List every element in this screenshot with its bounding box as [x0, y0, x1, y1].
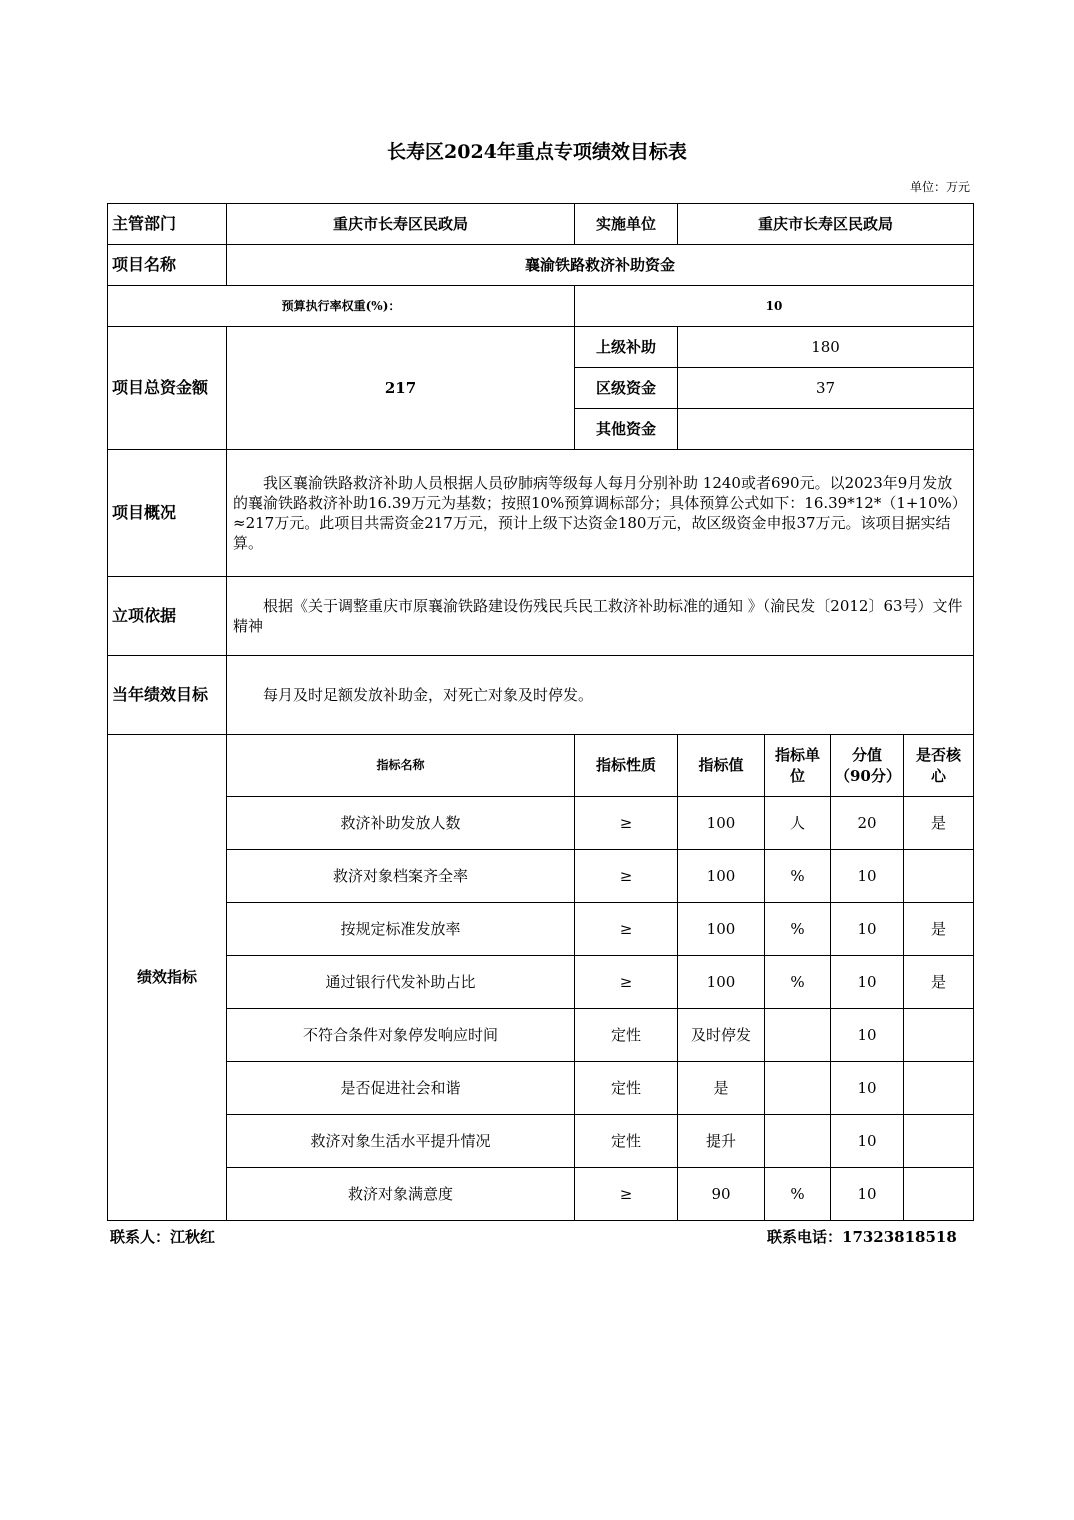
- fund-label-district: 区级资金: [575, 368, 678, 409]
- indicator-core: 是: [904, 903, 974, 956]
- indicator-unit: [765, 1115, 831, 1168]
- indicator-core: [904, 1115, 974, 1168]
- indicator-nature: ≥: [575, 1168, 678, 1221]
- budget-rate-value: 10: [575, 286, 974, 327]
- goal-text: 每月及时足额发放补助金，对死亡对象及时停发。: [227, 656, 974, 735]
- col-header-name: 指标名称: [227, 735, 575, 797]
- indicator-value: 100: [678, 850, 765, 903]
- indicator-score: 10: [831, 903, 904, 956]
- indicator-unit: %: [765, 903, 831, 956]
- col-header-unit: 指标单 位: [765, 735, 831, 797]
- impl-value: 重庆市长寿区民政局: [678, 204, 974, 245]
- indicators-label: 绩效指标: [108, 735, 227, 1221]
- indicator-core: [904, 1168, 974, 1221]
- contact-phone: 联系电话：17323818518: [767, 1228, 957, 1246]
- indicator-unit: [765, 1009, 831, 1062]
- indicator-score: 20: [831, 797, 904, 850]
- indicator-score: 10: [831, 956, 904, 1009]
- indicator-unit: 人: [765, 797, 831, 850]
- col-header-nature: 指标性质: [575, 735, 678, 797]
- indicator-nature: ≥: [575, 956, 678, 1009]
- col-header-value: 指标值: [678, 735, 765, 797]
- indicator-unit: [765, 1062, 831, 1115]
- project-label: 项目名称: [108, 245, 227, 286]
- contact-person: 联系人：江秋红: [110, 1228, 216, 1246]
- indicator-nature: 定性: [575, 1115, 678, 1168]
- indicator-core: 是: [904, 797, 974, 850]
- indicator-name: 救济补助发放人数: [227, 797, 575, 850]
- total-funds-label: 项目总资金额: [108, 327, 227, 450]
- page-title: 长寿区2024年重点专项绩效目标表: [387, 141, 687, 163]
- fund-label-superior: 上级补助: [575, 327, 678, 368]
- indicator-row: [108, 956, 974, 1009]
- indicator-score: 10: [831, 850, 904, 903]
- indicator-core: 是: [904, 956, 974, 1009]
- fund-label-other: 其他资金: [575, 409, 678, 450]
- indicator-value: 提升: [678, 1115, 765, 1168]
- indicator-name: 通过银行代发补助占比: [227, 956, 575, 1009]
- indicator-score: 10: [831, 1062, 904, 1115]
- budget-rate-label: 预算执行率权重(%)：: [108, 286, 575, 327]
- indicator-score: 10: [831, 1168, 904, 1221]
- indicator-score: 10: [831, 1009, 904, 1062]
- indicator-core: [904, 1062, 974, 1115]
- indicator-value: 100: [678, 903, 765, 956]
- indicator-core: [904, 850, 974, 903]
- indicator-row: [108, 1009, 974, 1062]
- fund-value-district: 37: [678, 368, 974, 409]
- indicator-row: [108, 797, 974, 850]
- indicator-row: [108, 1115, 974, 1168]
- basis-label: 立项依据: [108, 577, 227, 656]
- indicator-unit: %: [765, 850, 831, 903]
- indicator-value: 100: [678, 956, 765, 1009]
- indicator-row: [108, 1168, 974, 1221]
- indicator-row: [108, 1062, 974, 1115]
- dept-value: 重庆市长寿区民政局: [227, 204, 575, 245]
- indicator-score: 10: [831, 1115, 904, 1168]
- indicator-value: 90: [678, 1168, 765, 1221]
- indicator-name: 救济对象生活水平提升情况: [227, 1115, 575, 1168]
- indicator-core: [904, 1009, 974, 1062]
- impl-label: 实施单位: [575, 204, 678, 245]
- performance-table: [107, 203, 974, 1221]
- dept-label: 主管部门: [108, 204, 227, 245]
- indicator-value: 是: [678, 1062, 765, 1115]
- indicator-row: [108, 903, 974, 956]
- fund-value-superior: 180: [678, 327, 974, 368]
- indicator-nature: ≥: [575, 903, 678, 956]
- total-funds-value: 217: [227, 327, 575, 450]
- indicator-row: [108, 850, 974, 903]
- project-value: 襄渝铁路救济补助资金: [227, 245, 974, 286]
- indicator-unit: %: [765, 956, 831, 1009]
- indicator-name: 救济对象满意度: [227, 1168, 575, 1221]
- overview-text: 我区襄渝铁路救济补助人员根据人员矽肺病等级每人每月分别补助 1240或者690元。以2023年9月发放的襄渝铁路救济补助16.39万元为基数；按照10%预算调标部分；具体预算公式如下：16.39*12*（1+10%）≈217万元。此项目共需资金217万元，预计上级下达资金180万元，故区级资金申报37万元。该项目据实结算。: [227, 450, 974, 577]
- basis-text: 根据《关于调整重庆市原襄渝铁路建设伤残民兵民工救济补助标准的通知 》（渝民发〔2012〕63号）文件精神: [227, 577, 974, 656]
- overview-label: 项目概况: [108, 450, 227, 577]
- indicator-nature: 定性: [575, 1009, 678, 1062]
- indicator-name: 是否促进社会和谐: [227, 1062, 575, 1115]
- goal-label: 当年绩效目标: [108, 656, 227, 735]
- indicator-nature: ≥: [575, 850, 678, 903]
- indicator-unit: %: [765, 1168, 831, 1221]
- indicator-name: 救济对象档案齐全率: [227, 850, 575, 903]
- unit-note: 单位：万元: [909, 180, 970, 194]
- indicator-value: 及时停发: [678, 1009, 765, 1062]
- indicator-nature: ≥: [575, 797, 678, 850]
- col-header-core: 是否核 心: [904, 735, 974, 797]
- indicator-nature: 定性: [575, 1062, 678, 1115]
- indicator-name: 按规定标准发放率: [227, 903, 575, 956]
- fund-value-other: [678, 409, 974, 450]
- indicator-value: 100: [678, 797, 765, 850]
- indicator-name: 不符合条件对象停发响应时间: [227, 1009, 575, 1062]
- col-header-score: 分值 （90分）: [831, 735, 904, 797]
